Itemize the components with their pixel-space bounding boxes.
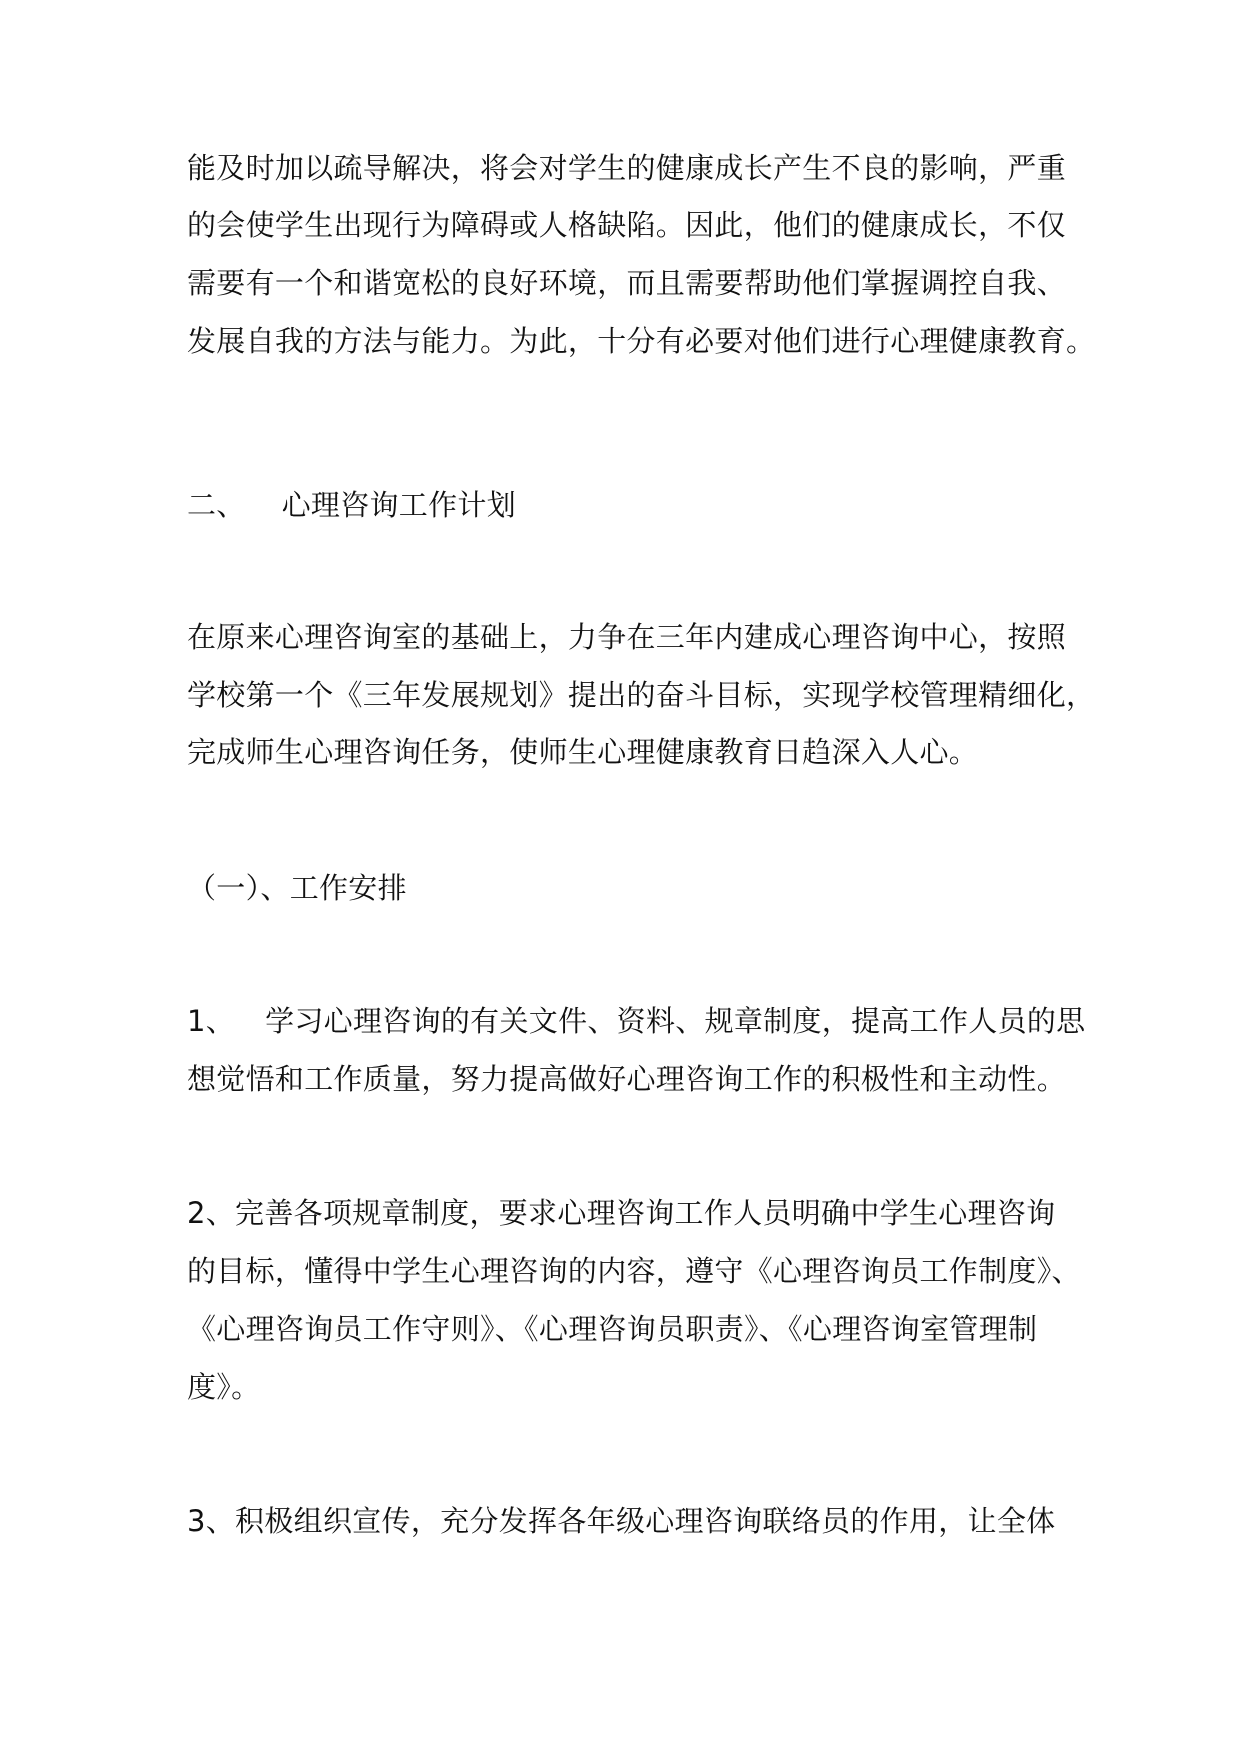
section-title: 心理咨询工作计划 xyxy=(281,488,517,522)
plan-line-3: 完成师生心理咨询任务，使师生心理健康教育日趋深入人心。 xyxy=(187,735,979,769)
section-number: 二、 xyxy=(187,488,246,522)
item-2-line-3: 《心理咨询员工作守则》、《心理咨询员职责》、《心理咨询室管理制 xyxy=(187,1312,1038,1346)
item-1-line-1 xyxy=(187,1001,1085,1041)
plan-line-2: 学校第一个《三年发展规划》提出的奋斗目标，实现学校管理精细化， xyxy=(187,678,1096,712)
item-1-number: 1、 xyxy=(187,1004,236,1038)
intro-line-4: 发展自我的方法与能力。为此，十分有必要对他们进行心理健康教育。 xyxy=(187,324,1096,358)
item-2-line-4: 度》。 xyxy=(187,1370,261,1404)
intro-line-1: 能及时加以疏导解决，将会对学生的健康成长产生不良的影响，严重 xyxy=(187,151,1067,185)
intro-line-2: 的会使学生出现行为障碍或人格缺陷。因此，他们的健康成长，不仅 xyxy=(187,208,1067,242)
item-1-text: 学习心理咨询的有关文件、资料、规章制度，提高工作人员的思 xyxy=(265,1004,1086,1038)
intro-line-3: 需要有一个和谐宽松的良好环境，而且需要帮助他们掌握调控自我、 xyxy=(187,266,1067,300)
item-1-line-2: 想觉悟和工作质量，努力提高做好心理咨询工作的积极性和主动性。 xyxy=(187,1062,1067,1096)
plan-line-1: 在原来心理咨询室的基础上，力争在三年内建成心理咨询中心，按照 xyxy=(187,620,1067,654)
item-2-line-2: 的目标，懂得中学生心理咨询的内容，遵守《心理咨询员工作制度》、 xyxy=(187,1254,1081,1288)
subsection-heading: （一）、工作安排 xyxy=(187,871,407,905)
item-2-line-1: 2、完善各项规章制度，要求心理咨询工作人员明确中学生心理咨询 xyxy=(187,1196,1056,1230)
section-heading-two xyxy=(187,485,516,525)
item-3-line-1: 3、积极组织宣传，充分发挥各年级心理咨询联络员的作用，让全体 xyxy=(187,1504,1056,1538)
